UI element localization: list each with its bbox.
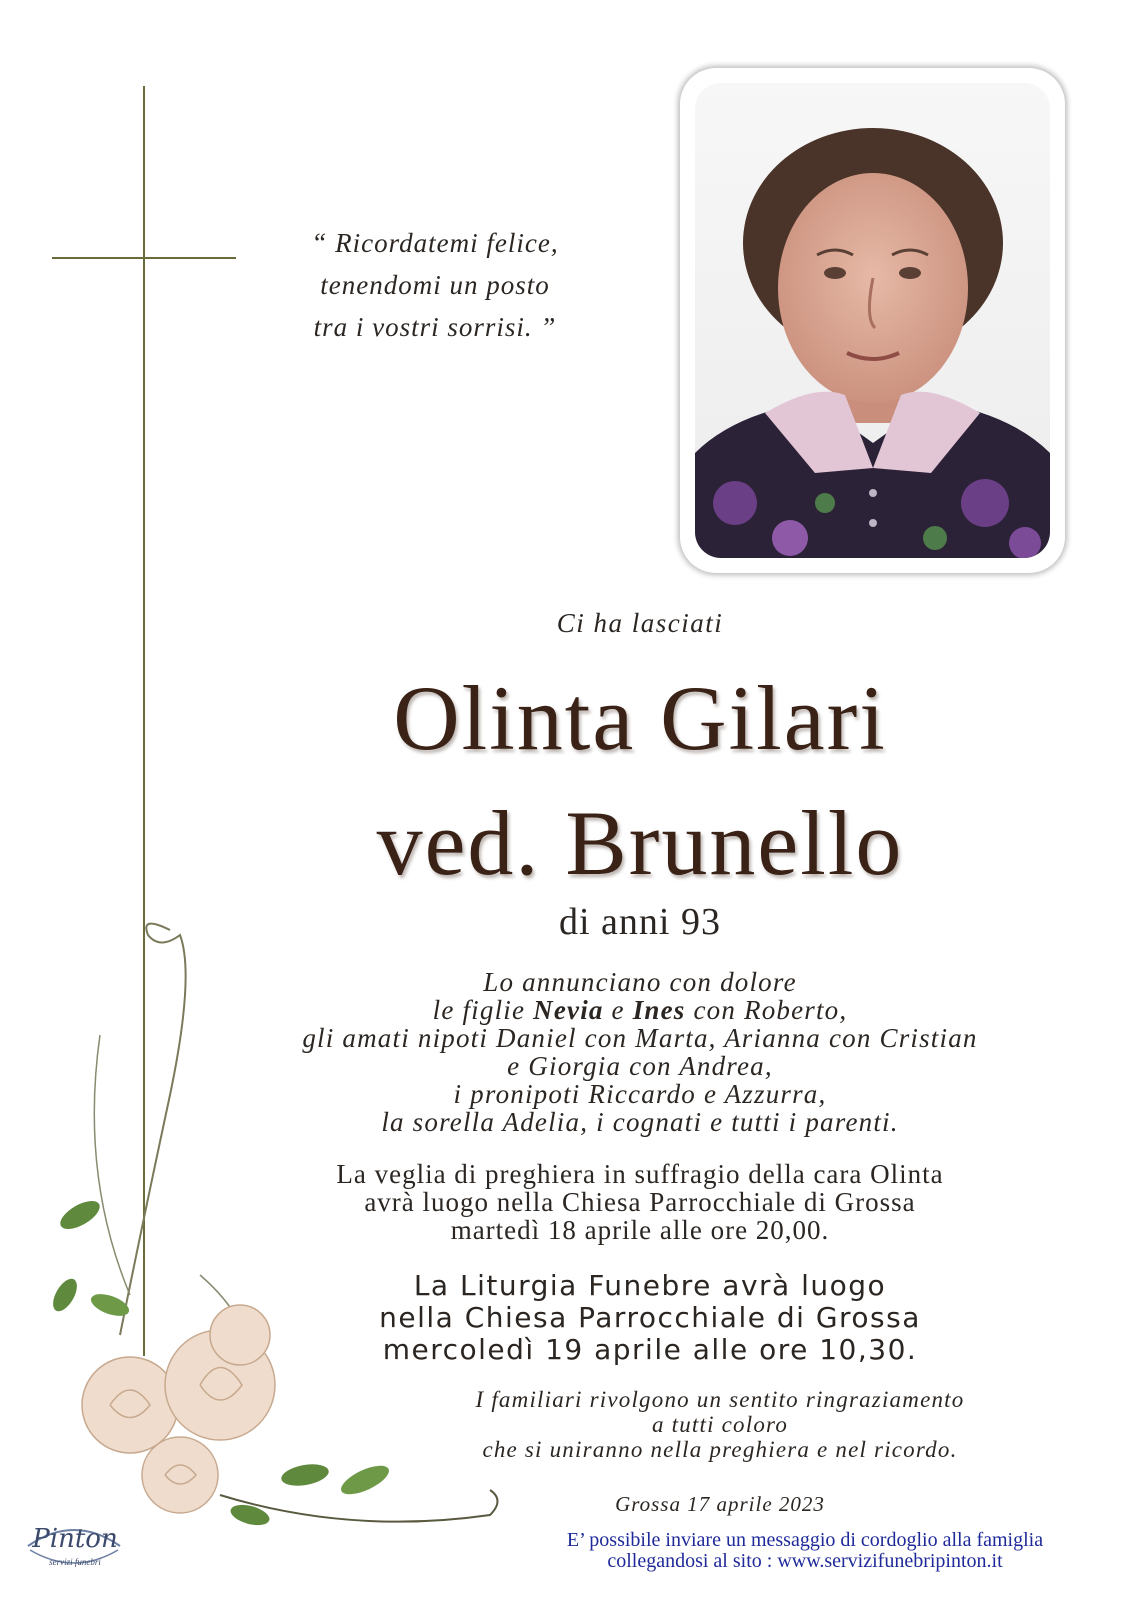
condolence-contact: [530, 1530, 1080, 1572]
cross-icon-bar: [52, 257, 236, 259]
website-link[interactable]: collegandosi al sito : www.servizifunebripinton.it: [607, 1550, 1003, 1572]
thanks-line: a tutti coloro: [651, 1412, 789, 1437]
liturgy-line: mercoledì 19 aprile alle ore 10,30.: [382, 1333, 918, 1366]
vigil-line: martedì 18 aprile alle ore 20,00.: [450, 1215, 830, 1245]
logo-name: Pinton: [32, 1524, 118, 1554]
deceased-age: di anni 93: [559, 901, 721, 943]
announcement-text: e: [603, 995, 633, 1025]
deceased-married-name: ved. Brunello: [376, 792, 904, 894]
announcement-line: e Giorgia con Andrea,: [507, 1051, 773, 1081]
thanks-line: I familiari rivolgono un sentito ringraziamento: [475, 1387, 965, 1412]
quote-line: tenendomi un posto: [320, 270, 550, 300]
daughter-name: Ines: [632, 995, 686, 1025]
logo-tagline: servizi funebri: [49, 1557, 101, 1567]
roses-decoration: [20, 915, 520, 1555]
memorial-quote: [270, 222, 600, 348]
thanks-line: che si uniranno nella preghiera e nel ricordo.: [482, 1437, 958, 1462]
deceased-name: Olinta Gilari: [393, 667, 887, 769]
vigil-line: avrà luogo nella Chiesa Parrocchiale di Grossa: [364, 1187, 916, 1217]
portrait-photo: [695, 83, 1050, 558]
announcement-line: Lo annunciano con dolore: [483, 967, 797, 997]
portrait-image: [695, 83, 1050, 558]
liturgy-line: nella Chiesa Parrocchiale di Grossa: [379, 1301, 921, 1334]
announcement-line: la sorella Adelia, i cognati e tutti i parenti.: [381, 1107, 899, 1137]
place-date: Grossa 17 aprile 2023: [615, 1492, 825, 1516]
contact-line: E’ possibile inviare un messaggio di cordoglio alla famiglia: [566, 1529, 1044, 1551]
announcement-text: con Roberto,: [685, 995, 848, 1025]
quote-line: tra i vostri sorrisi. ”: [313, 312, 557, 342]
vigil-line: La veglia di preghiera in suffragio della cara Olinta: [336, 1159, 944, 1189]
announcement-line: gli amati nipoti Daniel con Marta, Arianna con Cristian: [302, 1023, 978, 1053]
announcement-text: le figlie: [432, 995, 534, 1025]
announcement-line: i pronipoti Riccardo e Azzurra,: [453, 1079, 827, 1109]
intro-text: Ci ha lasciati: [556, 608, 724, 638]
quote-line: “ Ricordatemi felice,: [311, 228, 559, 258]
daughter-name: Nevia: [533, 995, 604, 1025]
liturgy-line: La Liturgia Funebre avrà luogo: [413, 1269, 887, 1302]
